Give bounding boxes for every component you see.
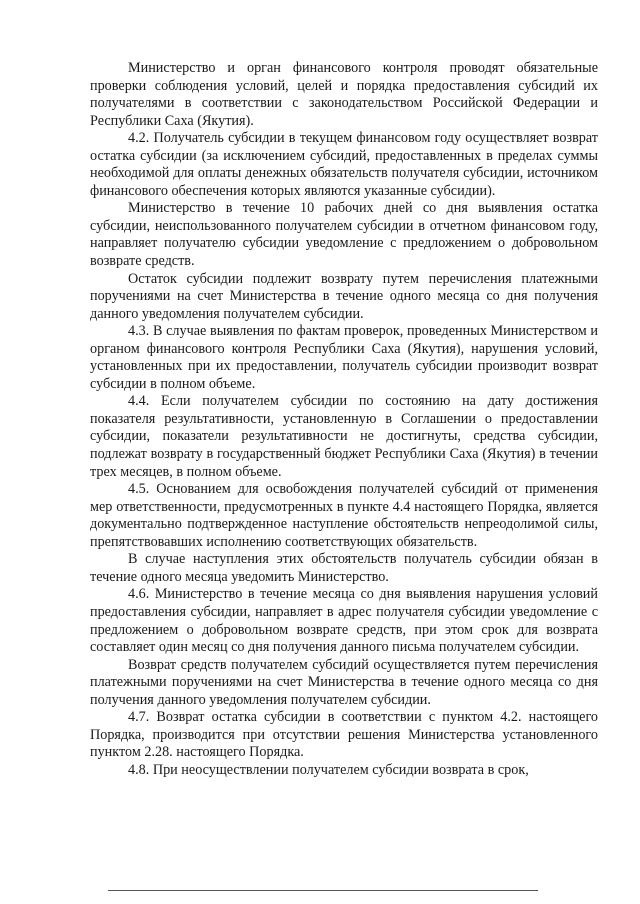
document-page — [90, 60, 598, 779]
paragraph-funds-return: Возврат средств получателем субсидий осуществляется путем перечисления платежными поручениями на счет Министерства в течение одного месяца со дня получения данного уведомления получателем субсидии. — [90, 656, 598, 708]
paragraph-4-7: 4.7. Возврат остатка субсидии в соответствии с пунктом 4.2. настоящего Порядка, производится при отсутствии решения Министерства установленного пунктом 2.28. настоящего Порядка. — [90, 709, 598, 761]
paragraph-4-3: 4.3. В случае выявления по фактам проверок, проведенных Министерством и органом финансового контроля Республики Саха (Якутия), нарушения условий, установленных при их предоставлении, получатель субсидии производит возврат субсидии в полном объеме. — [90, 323, 598, 392]
paragraph-notice-remainder: Министерство в течение 10 рабочих дней со дня выявления остатка субсидии, неиспользованного получателем субсидии в отчетном финансовом году, направляет получателю субсидии уведомление с предложением о добровольном возврате средств. — [90, 200, 598, 270]
paragraph-4-5: 4.5. Основанием для освобождения получателей субсидий от применения мер ответственности, предусмотренных в пункте 4.4 настоящего Порядка, является документально подтвержденное наступление обстоятельств непреодолимой силы, препятствовавших исполнению соответствующих обязательств. — [90, 481, 598, 550]
paragraph-force-majeure-notice: В случае наступления этих обстоятельств получатель субсидии обязан в течение одного месяца уведомить Министерство. — [90, 551, 598, 585]
paragraph-4-8: 4.8. При неосуществлении получателем субсидии возврата в срок, — [128, 761, 529, 778]
paragraph-4-2: 4.2. Получатель субсидии в текущем финансовом году осуществляет возврат остатка субсидии (за исключением субсидий, предоставленных в пределах суммы необходимой для оплаты денежных обязательств получателя субсидии, источником финансового обеспечения которых являются указанные субсидии). — [90, 130, 598, 199]
paragraph-4-6: 4.6. Министерство в течение месяца со дня выявления нарушения условий предоставления субсидии, направляет в адрес получателя субсидии уведомление с предложением о добровольном возврате средств, при этом срок для возврата составляет один месяц со дня получения данного письма получателем субсидии. — [90, 586, 598, 656]
paragraph-audit-checks: Министерство и орган финансового контроля проводят обязательные проверки соблюдения условий, целей и порядка предоставления субсидий их получателями в соответствии с законодательством Российской Федерации и Республики Саха (Якутия). — [90, 60, 598, 129]
paragraph-remainder-return: Остаток субсидии подлежит возврату путем перечисления платежными поручениями на счет Министерства в течение одного месяца со дня получения данного уведомления получателем субсидии. — [90, 270, 598, 322]
footer-divider — [108, 890, 538, 891]
paragraph-4-4: 4.4. Если получателем субсидии по состоянию на дату достижения показателя результативности, установленную в Соглашении о предоставлении субсидии, показатели результативности не достигнуты, средства субсидии, подлежат возврату в государственный бюджет Республики Саха (Якутия) в течении трех месяцев, в полном объеме. — [90, 393, 598, 480]
